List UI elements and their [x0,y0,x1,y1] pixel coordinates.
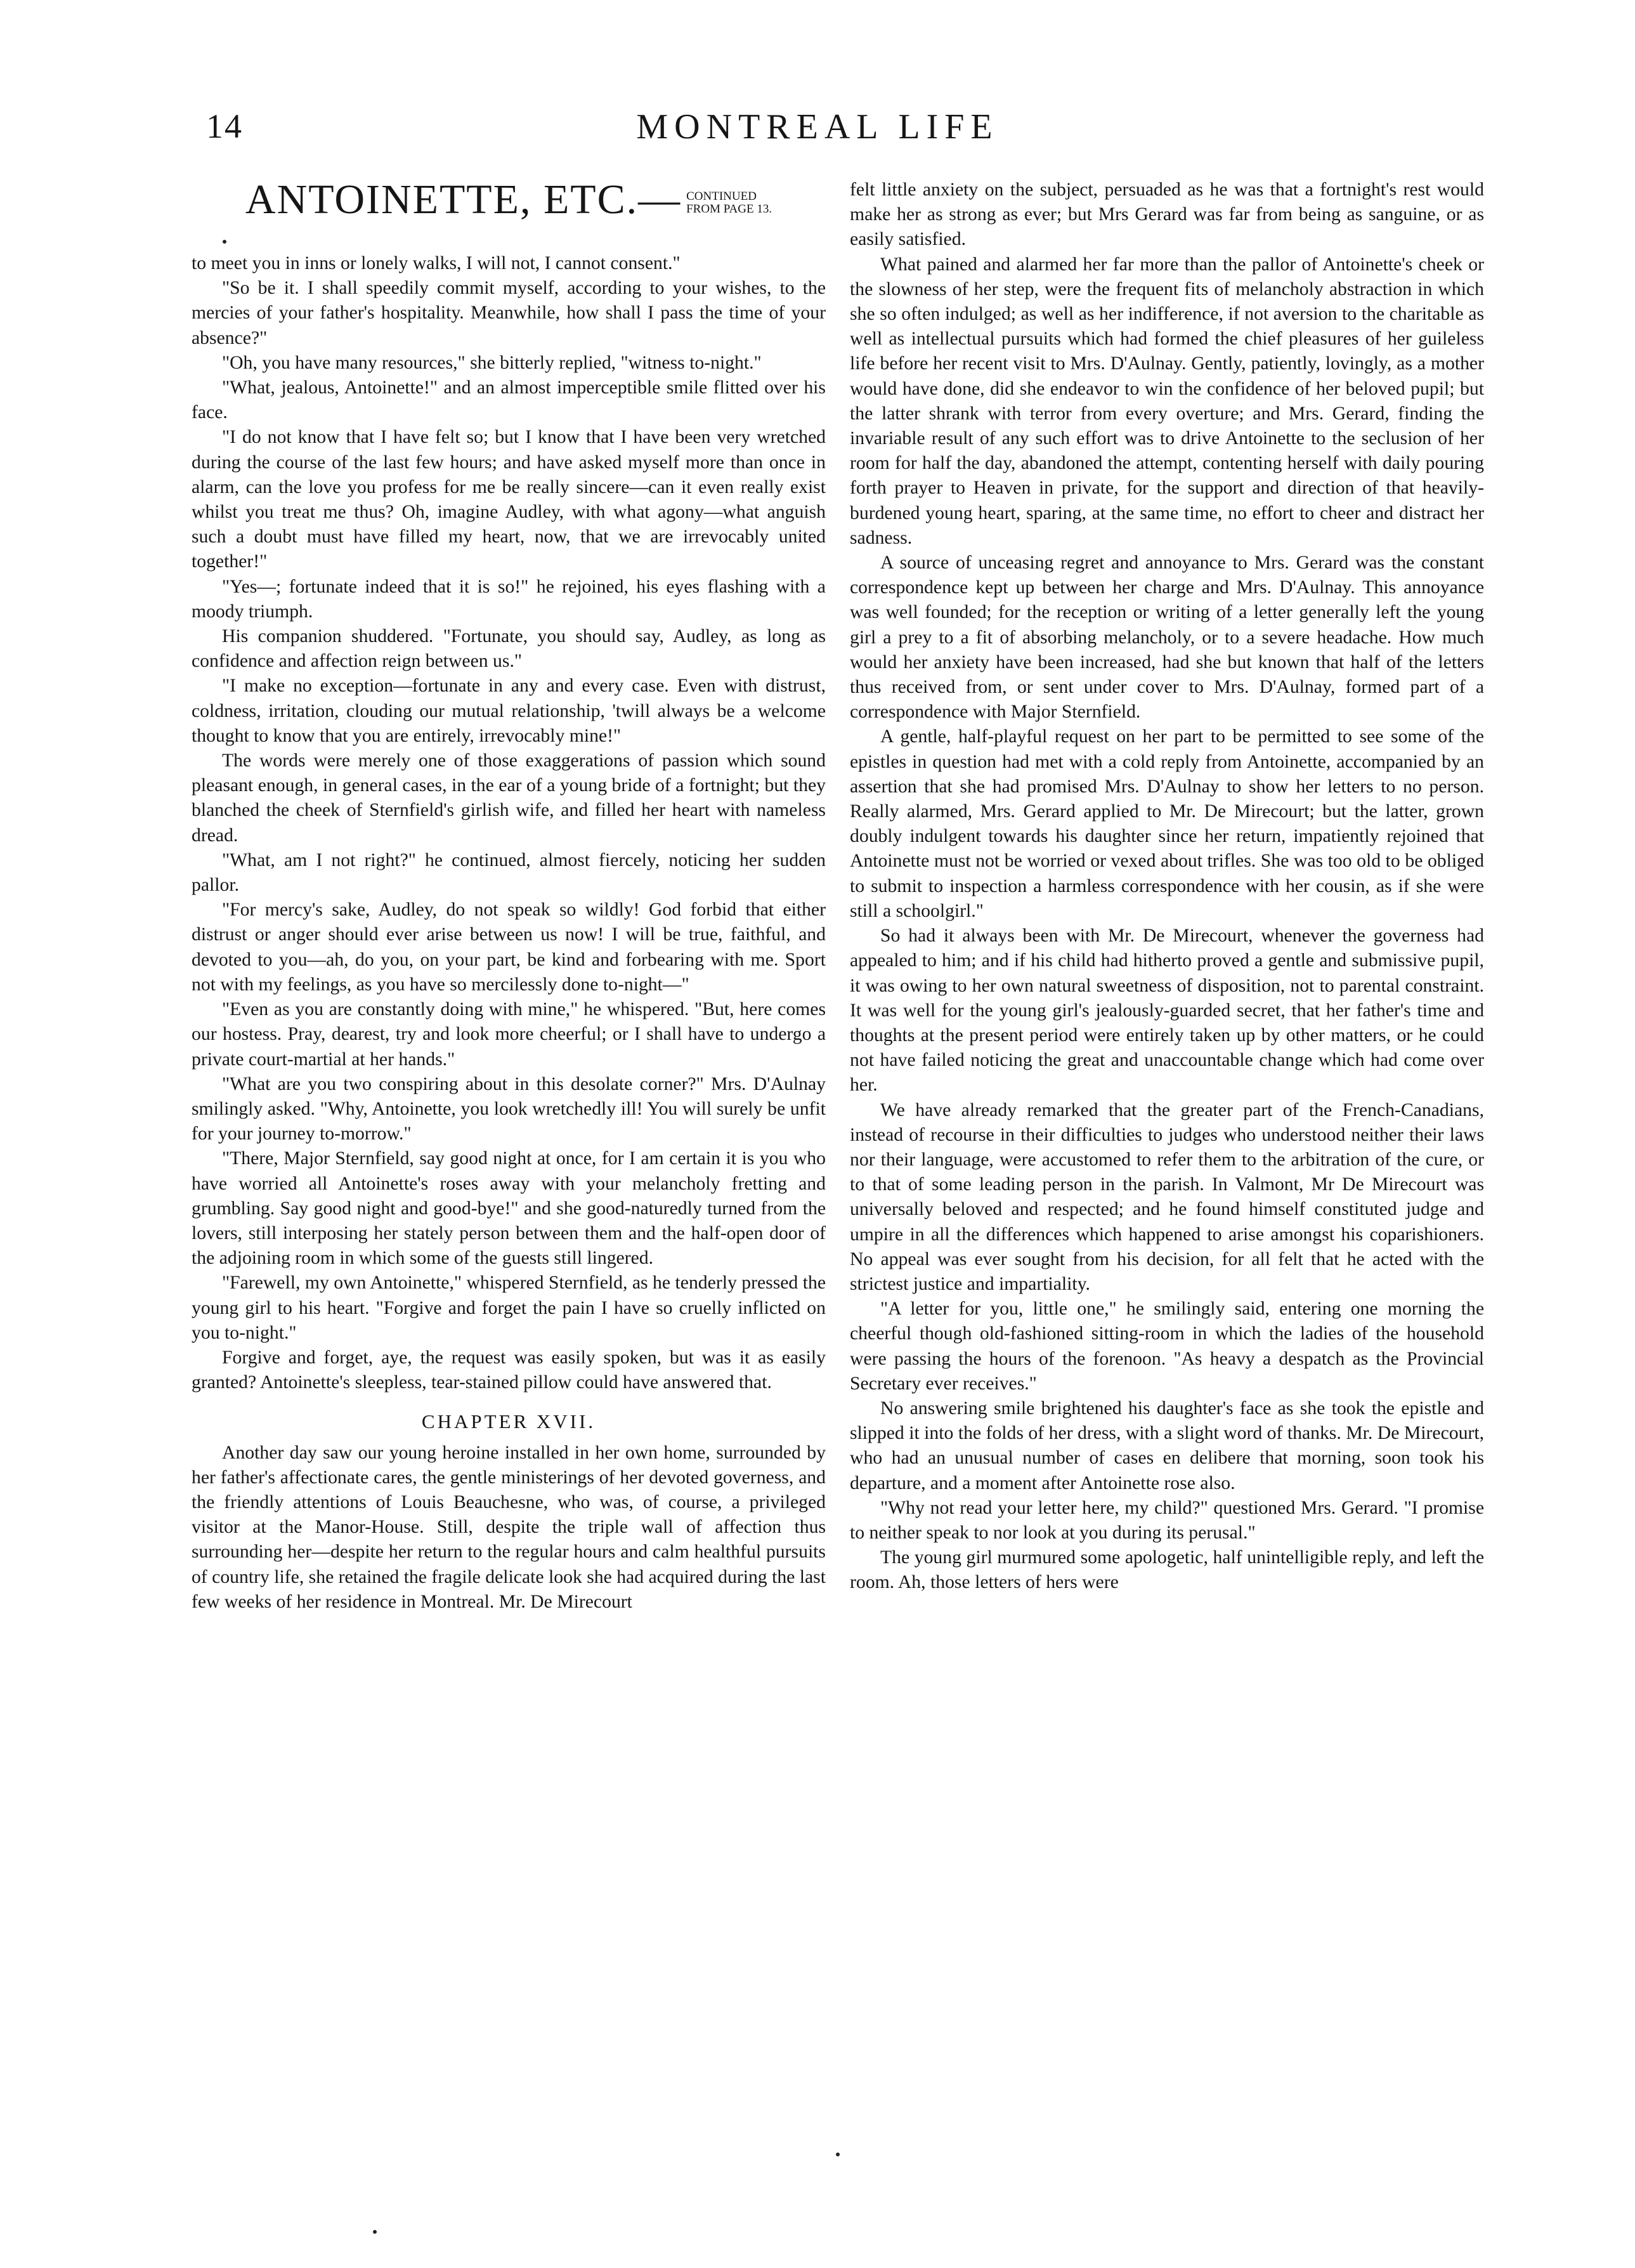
paragraph: No answering smile brightened his daughter's face as she took the epistle and slipped it into the folds of her dress, with a slight word of thanks. Mr. De Mirecourt, who had an unusual number of cases en delibere that morning, soon took his departure, and a moment after Antoinette rose also. [850,1398,1484,1493]
continued-line-2: FROM PAGE 13. [686,202,772,216]
paragraph: felt little anxiety on the subject, persuaded as he was that a fortnight's rest would make her as strong as ever; but Mrs Gerard was far from being as sanguine, or as easily satisfied. [850,180,1484,250]
paragraph: "I do not know that I have felt so; but I know that I have been very wretched during the course of the last few hours; and have asked myself more than once in alarm, can the love you profess for me be really sincere—can it even really exist whilst you treat me thus? Oh, imagine Audley, with what agony—what anguish such a doubt must have filled my heart, now, that we are irrevocably united together!" [192,427,826,572]
article-title-text: ANTOINETTE, ETC.— [245,176,682,223]
paragraph: "Even as you are constantly doing with mine," he whispered. "But, here comes our hostess. Pray, dearest, try and look more cheerful; or I shall have to undergo a private court-martial at her hands." [192,999,826,1070]
running-title: MONTREAL LIFE [636,107,999,147]
paragraph: So had it always been with Mr. De Mirecourt, whenever the governess had appealed to him; and if his child had hitherto proved a gentle and submissive pupil, it was owing to her own natural sweetness of disposition, not to parental constraint. It was well for the young girl's jealously-guarded secret, that her father's time and thoughts at the present period were entirely taken up by other matters, or he could not have failed noticing the great and unaccountable change which had come over her. [850,926,1484,1096]
left-chapter-text [192,1441,826,1615]
right-body-text [850,178,1484,1596]
left-column [192,178,826,1615]
page-number: 14 [206,107,243,145]
continued-line-1: CONTINUED [686,190,757,203]
paragraph: to meet you in inns or lonely walks, I will not, I cannot consent." [192,253,681,273]
paragraph: "A letter for you, little one," he smilingly said, entering one morning the cheerful though old-fashioned sitting-room in which the ladies of the household were passing the hours of the forenoon. "As heavy a despatch as the Provincial Secretary ever receives." [850,1299,1484,1394]
paragraph: "There, Major Sternfield, say good night at once, for I am certain it is you who have worried all Antoinette's roses away with your melancholy fretting and grumbling. Say good night and good-bye!" and she good-naturedly turned from the lovers, still interposing her stately person between them and the half-open door of the adjoining room in which some of the guests still lingered. [192,1148,826,1269]
right-column [850,178,1484,1596]
chapter-heading: CHAPTER XVII. [421,1410,596,1433]
page-header [0,107,1635,164]
paragraph: A gentle, half-playful request on her part to be permitted to see some of the epistles in question had met with a cold reply from Antoinette, accompanied by an assertion that she had promised Mrs. D'Aulnay to show her letters to no person. Really alarmed, Mrs. Gerard applied to Mr. De Mirecourt; but the latter, grown doubly indulgent towards his daughter since her return, impatiently rejoined that Antoinette must not be worried or vexed about trifles. She was too old to be obliged to submit to inspection a harmless correspondence with her cousin, as if she were still a schoolgirl." [850,726,1484,921]
paragraph: "What are you two conspiring about in this desolate corner?" Mrs. D'Aulnay smilingly asked. "Why, Antoinette, you look wretchedly ill! You will surely be unfit for your journey to-morrow." [192,1073,826,1144]
paragraph: The young girl murmured some apologetic, half unintelligible reply, and left the room. Ah, those letters of hers were [850,1547,1484,1593]
left-body-text [192,251,826,1395]
paragraph: What pained and alarmed her far more than the pallor of Antoinette's cheek or the slowness of her step, were the frequent fits of melancholy abstraction in which she so often indulged; as well as her indifference, if not aversion to the charitable as well as intellectual pursuits which had formed the chief pleasures of her guileless life before her recent visit to Mrs. D'Aulnay. Gently, patiently, lovingly, as a mother would have done, did she endeavor to win the confidence of her beloved pupil; but the latter shrank with terror from every overture; and Mrs. Gerard, finding the invariable result of any such effort was to drive Antoinette to the seclusion of her room for half the day, abandoned the attempt, contenting herself with daily pouring forth prayer to Heaven in private, for the support and direction of that heavily-burdened young heart, sparing, at the same time, no effort to cheer and distract her sadness. [850,254,1484,548]
paragraph: "Oh, you have many resources," she bitterly replied, "witness to-night." [222,352,762,373]
paragraph: "What, jealous, Antoinette!" and an almost imperceptible smile flitted over his face. [192,377,826,423]
article-title [192,178,826,221]
paragraph: "Yes—; fortunate indeed that it is so!" he rejoined, his eyes flashing with a moody triumph. [192,576,826,622]
paragraph: Another day saw our young heroine installed in her own home, surrounded by her father's affectionate cares, the gentle ministerings of her devoted governess, and the friendly attentions of Louis Beauchesne, who was, of course, a privileged visitor at the Manor-House. Still, despite the triple wall of affection thus surrounding her—despite her return to the regular hours and calm healthful pursuits of country life, she retained the fragile delicate look she had acquired during the last few weeks of her residence in Montreal. Mr. De Mirecourt [192,1442,826,1612]
paragraph: "Why not read your letter here, my child?" questioned Mrs. Gerard. "I promise to neither speak to nor look at you during its perusal." [850,1497,1484,1543]
paragraph: "For mercy's sake, Audley, do not speak so wildly! God forbid that either distrust or anger should ever arise between us now! I will be true, faithful, and devoted to you—ah, do you, on your part, be kind and forbearing with me. Sport not with my feelings, as you have so mercilessly done to-night—" [192,900,826,995]
print-speck [223,240,226,244]
print-speck [373,2230,377,2234]
print-speck [836,2153,840,2156]
paragraph: His companion shuddered. "Fortunate, you should say, Audley, as long as confidence and affection reign between us." [192,626,826,672]
paragraph: "Farewell, my own Antoinette," whispered Sternfield, as he tenderly pressed the young girl to his heart. "Forgive and forget the pain I have so cruelly inflicted on you to-night." [192,1273,826,1343]
continued-note [686,190,772,216]
paragraph: We have already remarked that the greater part of the French-Canadians, instead of recourse in their difficulties to judges who understood neither their laws nor their language, were accustomed to refer them to the arbitration of the cure, or to that of some leading person in the parish. In Valmont, Mr De Mirecourt was universally beloved and respected; and he found himself constituted judge and umpire in all the differences which happened to arise amongst his coparishioners. No appeal was ever sought from his decision, for all felt that he acted with the strictest justice and impartiality. [850,1099,1484,1294]
paragraph: "I make no exception—fortunate in any and every case. Even with distrust, coldness, irritation, clouding our mutual relationship, 'twill always be a welcome thought to know that you are entirely, irrevocably mine!" [192,676,826,746]
paragraph: Forgive and forget, aye, the request was easily spoken, but was it as easily granted? Antoinette's sleepless, tear-stained pillow could have answered that. [192,1347,826,1393]
paragraph: "What, am I not right?" he continued, almost fiercely, noticing her sudden pallor. [192,849,826,896]
paragraph: The words were merely one of those exaggerations of passion which sound pleasant enough, in general cases, in the ear of a young bride of a fortnight; but they blanched the cheek of Sternfield's girlish wife, and filled her heart with nameless dread. [192,751,826,846]
paragraph: A source of unceasing regret and annoyance to Mrs. Gerard was the constant correspondence kept up between her charge and Mrs. D'Aulnay. This annoyance was well founded; for the reception or writing of a letter generally left the young girl a prey to a fit of absorbing melancholy, or to a severe headache. How much would her anxiety have been increased, had she but known that half of the letters thus received from, or sent under cover to Mrs. D'Aulnay, formed part of a correspondence with Major Sternfield. [850,553,1484,723]
paragraph: "So be it. I shall speedily commit myself, according to your wishes, to the mercies of your father's hospitality. Meanwhile, how shall I pass the time of your absence?" [192,278,826,348]
